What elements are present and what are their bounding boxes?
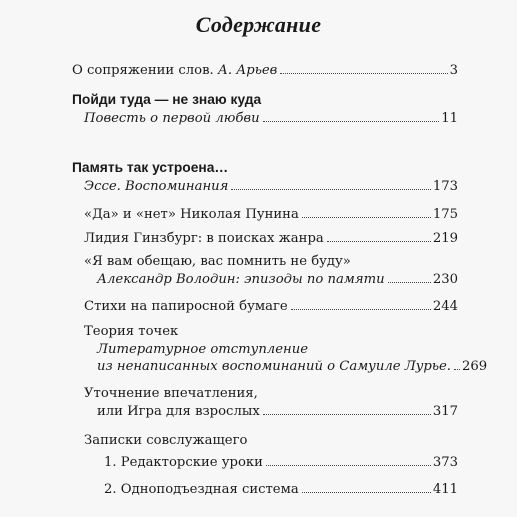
dot-leader [302, 492, 431, 493]
toc-entry[interactable] [84, 206, 458, 224]
page-number: 11 [441, 111, 458, 126]
toc-entry-preface[interactable] [72, 62, 458, 80]
dot-leader [231, 189, 430, 190]
page-number: 219 [432, 231, 458, 246]
page-number: 244 [432, 299, 458, 314]
dot-leader [454, 369, 460, 370]
dot-leader [388, 282, 431, 283]
toc-section-title[interactable]: Память так устроена… [72, 160, 229, 175]
entry-title: 2. Одноподъездная система [104, 482, 299, 497]
toc-entry[interactable] [104, 454, 458, 472]
entry-subtitle: Александр Володин: эпизоды по памяти [97, 272, 385, 287]
entry-subtitle: Повесть о первой любви [84, 111, 260, 126]
entry-author: А. Арьев [217, 63, 278, 78]
toc-entry[interactable] [84, 298, 458, 316]
toc-entry-subtitle[interactable] [84, 110, 458, 128]
page-title: Содержание [195, 12, 322, 37]
page-number: 317 [432, 404, 458, 419]
entry-title: Лидия Гинзбург: в поисках жанра [84, 231, 324, 246]
toc-entry-title[interactable]: «Я вам обещаю, вас помнить не буду» [84, 254, 351, 269]
toc-entry-subtitle[interactable] [97, 271, 458, 289]
page-number: 230 [432, 272, 458, 287]
toc-entry-subtitle: Литературное отступление [97, 342, 308, 357]
dot-leader [280, 73, 447, 74]
toc-entry-subtitle[interactable] [97, 358, 488, 376]
page-number: 411 [432, 482, 458, 497]
page-number: 373 [432, 455, 458, 470]
dot-leader [291, 309, 431, 310]
entry-subtitle: или Игра для взрослых [97, 404, 260, 419]
dot-leader [302, 217, 431, 218]
dot-leader [263, 414, 431, 415]
entry-subtitle: Эссе. Воспоминания [84, 179, 229, 194]
entry-subtitle: из ненаписанных воспоминаний о Самуиле Лурье. [97, 359, 451, 374]
dot-leader [266, 465, 431, 466]
toc-entry-subtitle[interactable] [84, 178, 458, 196]
toc-entry-title[interactable]: Теория точек [84, 324, 179, 339]
entry-title: 1. Редакторские уроки [104, 455, 263, 470]
toc-section-title[interactable]: Пойди туда — не знаю куда [72, 92, 262, 107]
toc-entry-title[interactable]: Уточнение впечатления, [84, 386, 258, 401]
dot-leader [263, 121, 440, 122]
entry-title: Стихи на папиросной бумаге [84, 299, 288, 314]
toc-entry[interactable] [84, 230, 458, 248]
toc-entry[interactable] [104, 481, 458, 499]
toc-section-title[interactable]: Записки совслужащего [84, 433, 248, 448]
page-number: 269 [462, 359, 488, 374]
page-number: 173 [432, 179, 458, 194]
page-number: 175 [432, 207, 458, 222]
dot-leader [327, 241, 431, 242]
entry-title: О сопряжении слов. [72, 63, 218, 78]
toc-entry-subtitle[interactable] [97, 403, 458, 421]
page-number: 3 [449, 63, 458, 78]
entry-title: «Да» и «нет» Николая Пунина [84, 207, 299, 222]
